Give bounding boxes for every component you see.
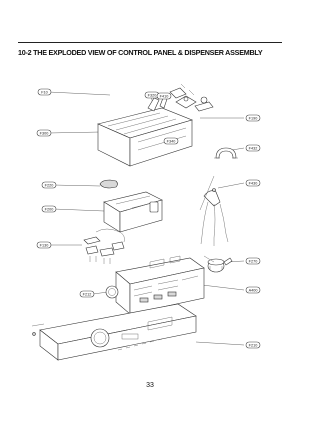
callout-f430 xyxy=(246,180,260,186)
callout-label: F130 xyxy=(39,243,49,248)
callout-f212 xyxy=(80,291,94,297)
callout-label: F340 xyxy=(166,139,176,144)
page-heading: 10-2 THE EXPLODED VIEW OF CONTROL PANEL & DISPENSER ASSEMBLY xyxy=(18,48,263,57)
callout-f270 xyxy=(246,258,260,264)
callout-label: F300 xyxy=(39,131,49,136)
dispenser-cap xyxy=(100,180,118,188)
callout-f220 xyxy=(42,182,56,188)
callout-label: F212 xyxy=(82,292,92,297)
callout-label: A400 xyxy=(248,288,258,293)
drawer-housing xyxy=(98,96,196,166)
callout-f432 xyxy=(246,145,260,151)
callout-label: F200 xyxy=(44,207,54,212)
callout-label: F430 xyxy=(248,181,258,186)
callout-f210 xyxy=(246,342,260,348)
dispenser-drawer xyxy=(104,192,162,232)
callout-label: F210 xyxy=(248,343,258,348)
callout-f300 xyxy=(37,130,51,136)
control-panel xyxy=(32,304,196,360)
callout-label: F432 xyxy=(248,146,258,151)
pcb-assembly xyxy=(116,256,204,314)
inlet-valves xyxy=(84,229,125,264)
callout-f10 xyxy=(38,89,51,95)
small-pump xyxy=(204,256,232,272)
hose-assembly xyxy=(200,176,228,246)
callout-label: F190 xyxy=(248,116,258,121)
callout-f340 xyxy=(164,138,178,144)
page-number: 33 xyxy=(146,382,154,389)
callout-f130 xyxy=(37,242,51,248)
callout-label: F10 xyxy=(41,90,48,95)
callout-label: F270 xyxy=(248,259,258,264)
callout-f410 xyxy=(157,93,171,99)
top-screws xyxy=(170,84,213,111)
callout-label: F320 xyxy=(147,93,157,98)
callout-f190 xyxy=(246,115,260,121)
callout-f200 xyxy=(42,206,56,212)
callout-label: F410 xyxy=(159,94,169,99)
control-knob xyxy=(106,286,118,298)
callout-label: F220 xyxy=(44,183,54,188)
callout-a400 xyxy=(246,287,260,293)
